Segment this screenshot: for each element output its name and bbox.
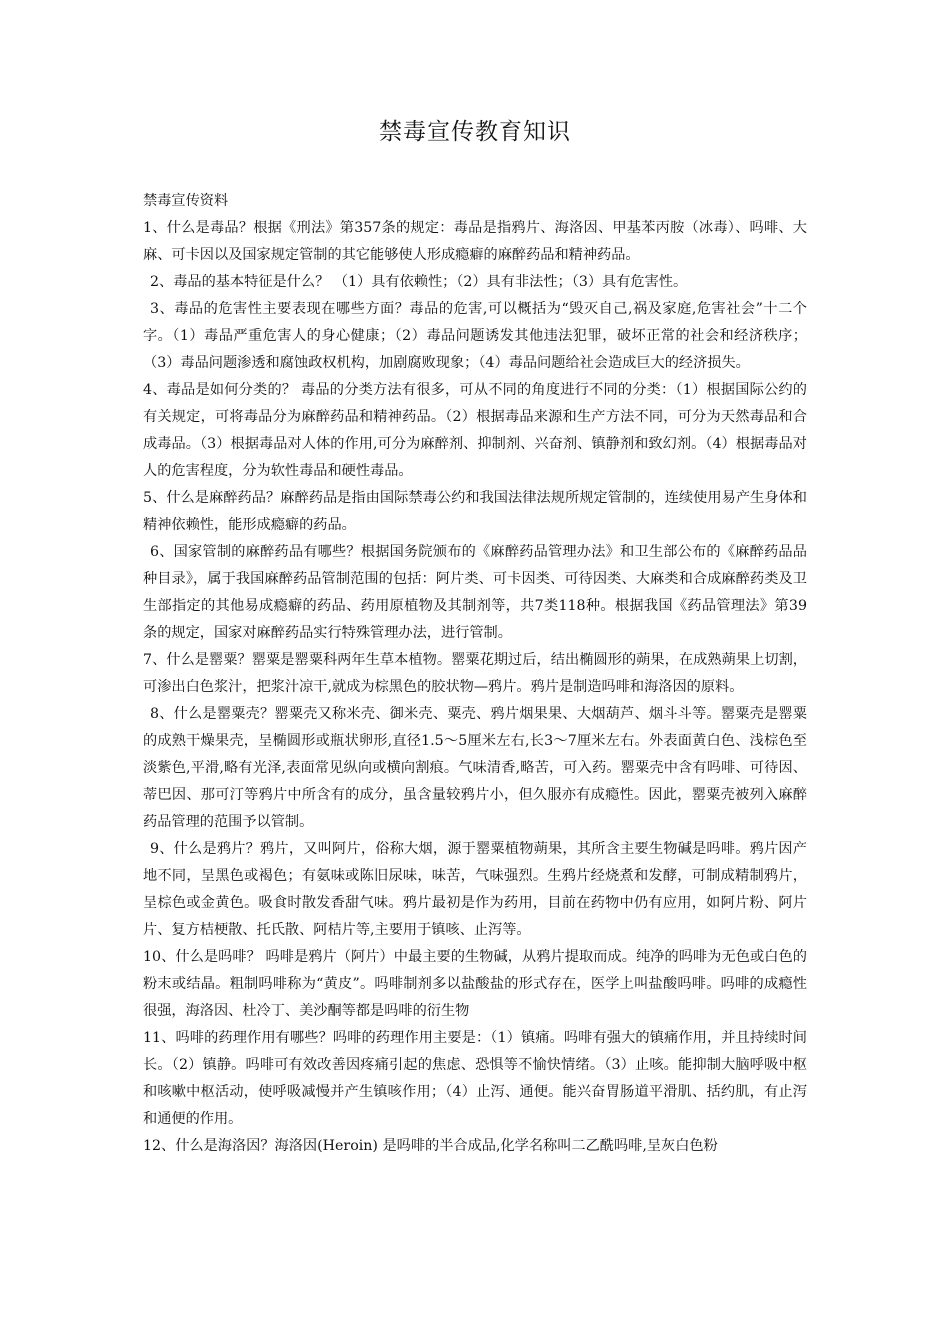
paragraph-1: 1、什么是毒品？根据《刑法》第357条的规定：毒品是指鸦片、海洛因、甲基苯丙胺（冰毒）、吗啡、大麻、可卡因以及国家规定管制的其它能够使人形成瘾癖的麻醉药品和精神药品。 xyxy=(143,220,807,263)
paragraph-9: 9、什么是鸦片？鸦片，又叫阿片，俗称大烟，源于罂粟植物蒴果，其所含主要生物碱是吗啡。鸦片因产地不同，呈黑色或褐色；有氨味或陈旧尿味，味苦，气味强烈。生鸦片经烧煮和发酵，可制成精制鸦片，呈棕色或金黄色。吸食时散发香甜气味。鸦片最初是作为药用，目前在药物中仍有应用，如阿片粉、阿片片、复方桔梗散、托氏散、阿桔片等,主要用于镇咳、止泻等。 xyxy=(143,841,807,938)
paragraph-10: 10、什么是吗啡？ 吗啡是鸦片（阿片）中最主要的生物碱，从鸦片提取而成。纯净的吗啡为无色或白色的粉末或结晶。粗制吗啡称为“黄皮”。吗啡制剂多以盐酸盐的形式存在，医学上叫盐酸吗啡。吗啡的成瘾性很强，海洛因、杜冷丁、美沙酮等都是吗啡的衍生物 xyxy=(143,949,807,1019)
paragraph-3: 3、毒品的危害性主要表现在哪些方面？毒品的危害,可以概括为“毁灭自己,祸及家庭,危害社会”十二个字。（1）毒品严重危害人的身心健康；（2）毒品问题诱发其他违法犯罪，破坏正常的社会和经济秩序；（3）毒品问题渗透和腐蚀政权机构，加剧腐败现象；（4）毒品问题给社会造成巨大的经济损失。 xyxy=(143,301,807,371)
section-subtitle: 禁毒宣传资料 xyxy=(143,193,229,209)
paragraph-5: 5、什么是麻醉药品？麻醉药品是指由国际禁毒公约和我国法律法规所规定管制的，连续使用易产生身体和精神依赖性，能形成瘾癖的药品。 xyxy=(143,490,807,533)
paragraph-7: 7、什么是罂粟？罂粟是罂粟科两年生草本植物。罂粟花期过后，结出椭圆形的蒴果，在成熟蒴果上切割，可渗出白色浆汁，把浆汁凉干,就成为棕黑色的胶状物—鸦片。鸦片是制造吗啡和海洛因的原料。 xyxy=(143,652,807,695)
document-title: 禁毒宣传教育知识 xyxy=(379,119,571,145)
paragraph-6: 6、国家管制的麻醉药品有哪些？根据国务院颁布的《麻醉药品管理办法》和卫生部公布的《麻醉药品品种目录》，属于我国麻醉药品管制范围的包括：阿片类、可卡因类、可待因类、大麻类和合成麻醉药类及卫生部指定的其他易成瘾癖的药品、药用原植物及其制剂等，共7类118种。根据我国《药品管理法》第39条的规定，国家对麻醉药品实行特殊管理办法，进行管制。 xyxy=(143,544,807,641)
paragraph-12: 12、什么是海洛因？海洛因(Heroin) 是吗啡的半合成品,化学名称叫二乙酰吗啡,呈灰白色粉 xyxy=(143,1138,718,1154)
paragraph-4: 4、毒品是如何分类的？ 毒品的分类方法有很多，可从不同的角度进行不同的分类：（1）根据国际公约的有关规定，可将毒品分为麻醉药品和精神药品。（2）根据毒品来源和生产方法不同，可分为天然毒品和合成毒品。（3）根据毒品对人体的作用,可分为麻醉剂、抑制剂、兴奋剂、镇静剂和致幻剂。（4）根据毒品对人的危害程度，分为软性毒品和硬性毒品。 xyxy=(143,382,807,479)
paragraph-8: 8、什么是罂粟壳？罂粟壳又称米壳、御米壳、粟壳、鸦片烟果果、大烟葫芦、烟斗斗等。罂粟壳是罂粟的成熟干燥果壳，呈椭圆形或瓶状卵形,直径1.5～5厘米左右,长3～7厘米左右。外表面黄白色、浅棕色至淡紫色,平滑,略有光泽,表面常见纵向或横向割痕。气味清香,略苦，可入药。罂粟壳中含有吗啡、可待因、蒂巴因、那可汀等鸦片中所含有的成分，虽含量较鸦片小，但久服亦有成瘾性。因此，罂粟壳被列入麻醉药品管理的范围予以管制。 xyxy=(143,706,807,830)
document-body xyxy=(143,188,807,1160)
paragraph-11: 11、吗啡的药理作用有哪些？吗啡的药理作用主要是：（1）镇痛。吗啡有强大的镇痛作用，并且持续时间长。（2）镇静。吗啡可有效改善因疼痛引起的焦虑、恐惧等不愉快情绪。（3）止咳。能抑制大脑呼吸中枢和咳嗽中枢活动，使呼吸减慢并产生镇咳作用；（4）止泻、通便。能兴奋胃肠道平滑肌、括约肌，有止泻和通便的作用。 xyxy=(143,1030,807,1127)
paragraph-2: 2、毒品的基本特征是什么？ （1）具有依赖性；（2）具有非法性；（3）具有危害性。 xyxy=(150,274,688,290)
